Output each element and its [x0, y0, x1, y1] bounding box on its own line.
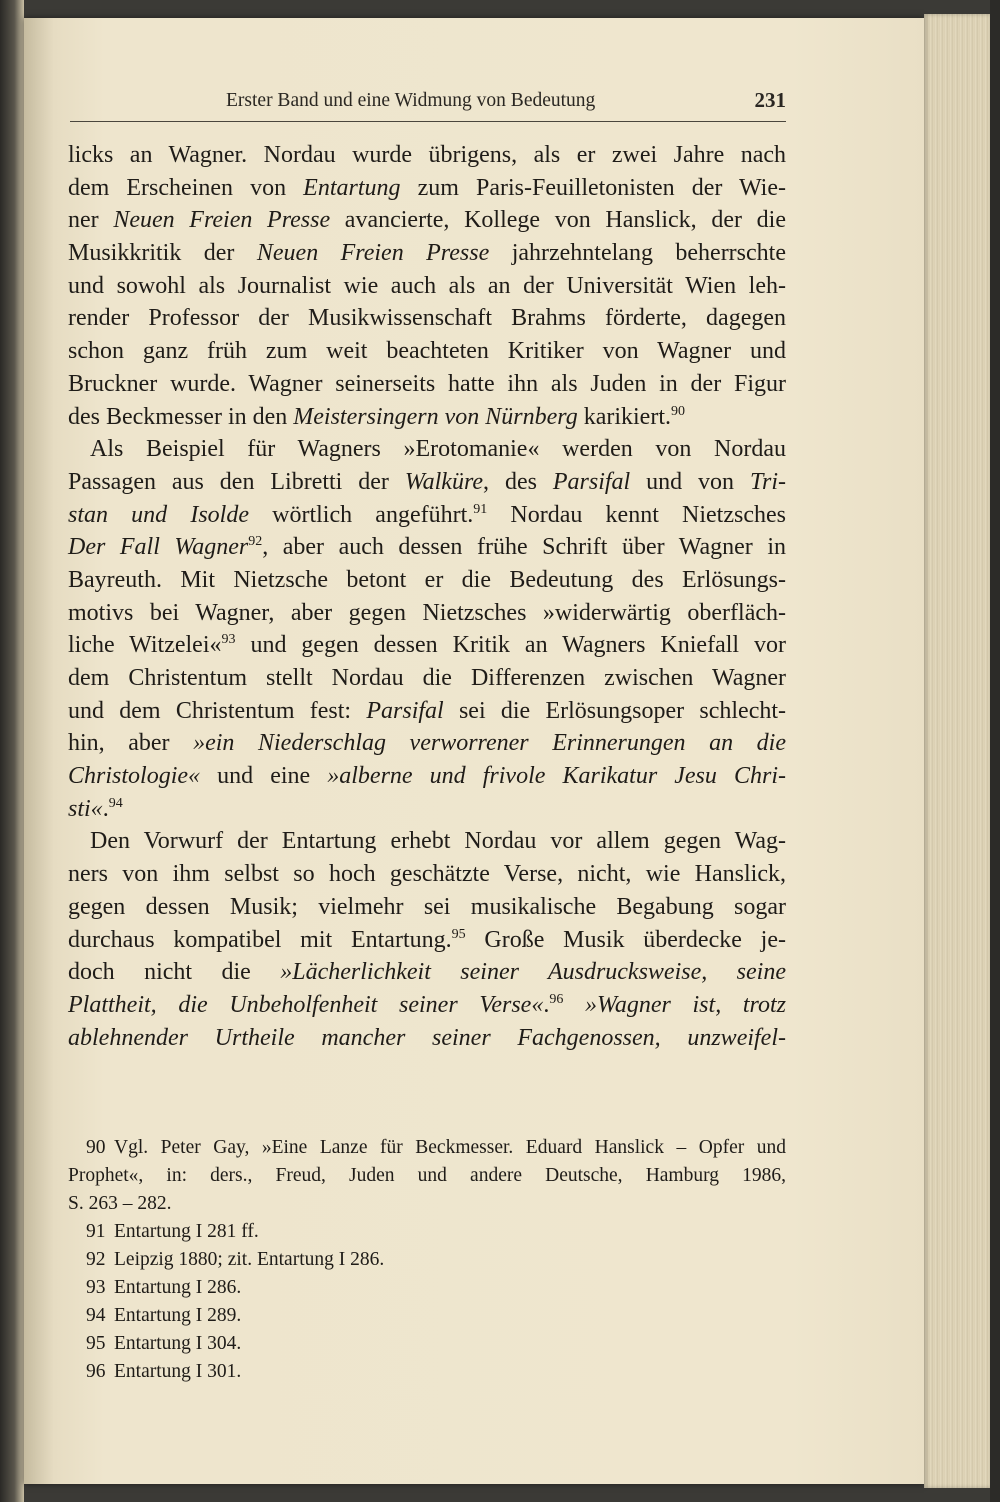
footnote-text: Prophet«, in: ders., Freud, Juden und andere Deutsche, Hamburg 1986,	[68, 1165, 786, 1186]
text-line: Bruckner wurde. Wagner seinerseits hatte ihn als Juden in der Figur	[68, 370, 786, 397]
body-text	[68, 139, 786, 1054]
footnote-text: Vgl. Peter Gay, »Eine Lanze für Beckmesser. Eduard Hanslick – Opfer und	[114, 1137, 786, 1158]
text-line: dem Erscheinen von Entartung zum Paris-Feuilletonisten der Wie-	[68, 174, 786, 201]
text-line: Den Vorwurf der Entartung erhebt Nordau vor allem gegen Wag-	[90, 828, 786, 855]
footnote-number: 90	[86, 1137, 106, 1158]
footnote-90	[68, 1134, 786, 1218]
text-line: liche Witzelei«$^{93}$ und gegen dessen Kritik an Wagners Kniefall vor	[68, 632, 787, 659]
text-line: gegen dessen Musik; vielmehr sei musikalische Begabung sogar	[68, 893, 786, 920]
footnote-text: Entartung I 301.	[114, 1361, 242, 1382]
text-line: Musikkritik der Neuen Freien Presse jahrzehntelang beherrschte	[68, 240, 786, 267]
footnote-text: Leipzig 1880; zit. Entartung I 286.	[114, 1249, 385, 1270]
text-line: Plattheit, die Unbeholfenheit seiner Verse«.$^{96}$ »Wagner ist, trotz	[68, 991, 787, 1018]
text-line: hin, aber »ein Niederschlag verworrener Erinnerungen an die	[68, 730, 786, 757]
text-line: sti«.$^{94}$	[68, 795, 123, 822]
text-line: licks an Wagner. Nordau wurde übrigens, als er zwei Jahre nach	[68, 142, 786, 168]
footnote-96	[68, 1358, 786, 1386]
text-line: dem Christentum stellt Nordau die Differenzen zwischen Wagner	[68, 665, 786, 691]
running-title: Erster Band und eine Widmung von Bedeutung	[226, 90, 596, 111]
footnote-number: 94	[86, 1305, 106, 1326]
book-binding-right	[990, 0, 1000, 1502]
text-line: und dem Christentum fest: Parsifal sei die Erlösungsoper schlecht-	[68, 697, 786, 724]
text-line: ablehnender Urtheile mancher seiner Fachgenossen, unzweifel-	[68, 1024, 786, 1051]
paragraph	[68, 433, 786, 825]
page-number: 231	[754, 88, 786, 112]
page-edges	[924, 14, 990, 1488]
text-line: ners von ihm selbst so hoch geschätzte Verse, nicht, wie Hanslick,	[68, 861, 786, 888]
paragraph	[68, 825, 786, 1054]
footnote-text: Entartung I 304.	[114, 1333, 242, 1354]
footnote-number: 92	[86, 1249, 106, 1270]
footnote-95	[68, 1330, 786, 1358]
footnote-number: 91	[86, 1221, 106, 1242]
text-line: stan und Isolde wörtlich angeführt.$^{91}$ Nordau kennt Nietzsches	[68, 501, 786, 528]
text-line: schon ganz früh zum weit beachteten Kritiker von Wagner und	[68, 338, 786, 365]
footnote-number: 93	[86, 1277, 106, 1298]
footnote-92	[68, 1246, 786, 1274]
footnotes	[68, 1134, 786, 1386]
paragraph	[68, 139, 786, 433]
running-header	[226, 88, 786, 118]
footnote-text: Entartung I 289.	[114, 1305, 242, 1326]
footnote-text: Entartung I 281 ff.	[114, 1221, 259, 1242]
text-line: und sowohl als Journalist wie auch als an der Universität Wien leh-	[68, 272, 786, 299]
footnote-94	[68, 1302, 786, 1330]
text-line: doch nicht die »Lächerlichkeit seiner Ausdrucksweise, seine	[68, 959, 786, 986]
text-line: ner Neuen Freien Presse avancierte, Kollege von Hanslick, der die	[68, 207, 786, 234]
footnote-number: 96	[86, 1361, 106, 1382]
footnote-93	[68, 1274, 786, 1302]
text-line: Als Beispiel für Wagners »Erotomanie« werden von Nordau	[90, 436, 786, 463]
text-line: Der Fall Wagner$^{92}$, aber auch dessen frühe Schrift über Wagner in	[68, 534, 787, 561]
text-line: durchaus kompatibel mit Entartung.$^{95}$ Große Musik überdecke je-	[68, 926, 786, 953]
footnote-number: 95	[86, 1333, 106, 1354]
text-line: des Beckmesser in den Meistersingern von Nürnberg karikiert.$^{90}$	[68, 403, 685, 430]
text-line: motivs bei Wagner, aber gegen Nietzsches »widerwärtig oberfläch-	[68, 599, 786, 626]
footnote-91	[68, 1218, 786, 1246]
text-line: Passagen aus den Libretti der Walküre, des Parsifal und von Tri-	[68, 468, 786, 495]
text-line: Bayreuth. Mit Nietzsche betont er die Bedeutung des Erlösungs-	[68, 566, 786, 593]
footnote-text: S. 263 – 282.	[68, 1193, 172, 1214]
footnote-text: Entartung I 286.	[114, 1277, 242, 1298]
text-line: Christologie« und eine »alberne und frivole Karikatur Jesu Chri-	[68, 763, 786, 790]
book-binding-left	[0, 0, 24, 1502]
text-line: render Professor der Musikwissenschaft Brahms förderte, dagegen	[68, 305, 786, 332]
header-rule	[70, 121, 786, 122]
